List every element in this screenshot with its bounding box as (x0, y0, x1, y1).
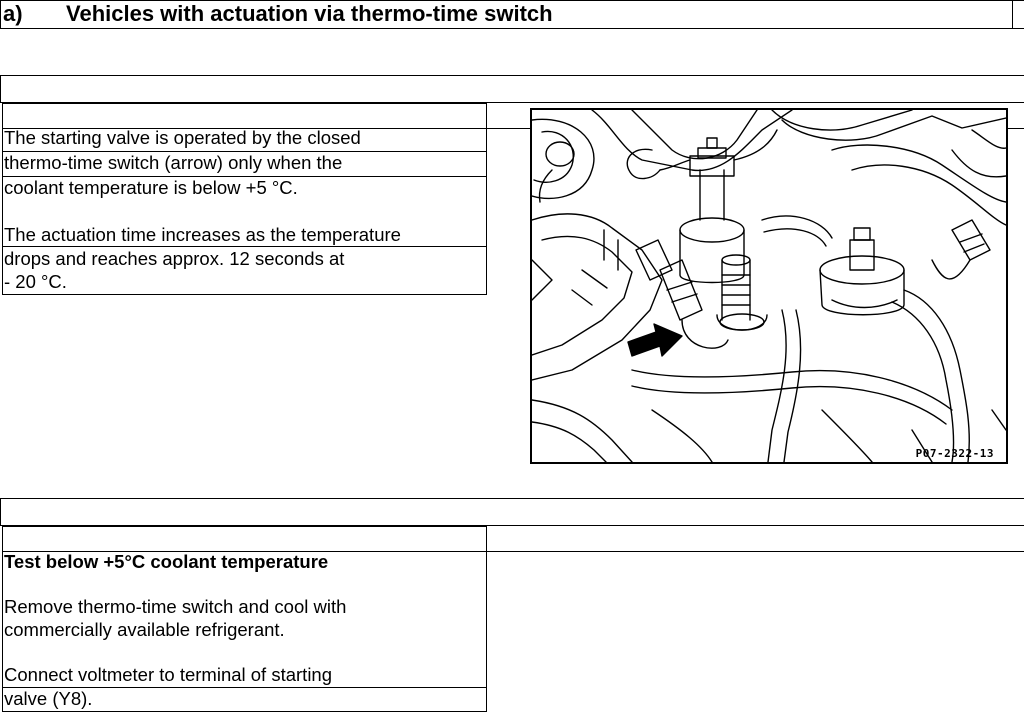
paragraph-line: The starting valve is operated by the closed (4, 127, 361, 148)
table2-top-rule (0, 498, 1024, 499)
section-label: a) (3, 1, 23, 26)
table1-left-rule (0, 75, 1, 102)
table1-empty-cell (2, 103, 487, 129)
paragraph-line: - 20 °C. (4, 271, 67, 292)
header-divider (1012, 0, 1013, 29)
paragraph-line: Remove thermo-time switch and cool with (4, 596, 347, 617)
table2-empty-cell (2, 526, 487, 552)
text-cell-1-rule (2, 246, 487, 247)
paragraph-line: thermo-time switch (arrow) only when the (4, 152, 343, 173)
paragraph-line: valve (Y8). (4, 688, 93, 709)
test-heading: Test below +5°C coolant temperature (4, 551, 329, 572)
paragraph-line: commercially available refrigerant. (4, 619, 285, 640)
engine-bay-illustration (532, 110, 1006, 462)
paragraph-line: Connect voltmeter to terminal of starting (4, 664, 333, 685)
paragraph-line: coolant temperature is below +5 °C. (4, 177, 298, 198)
paragraph-line: drops and reaches approx. 12 seconds at (4, 248, 345, 269)
figure-code: P07-2322-13 (915, 447, 994, 460)
section-title: Vehicles with actuation via thermo-time switch (66, 1, 553, 26)
paragraph-line: The actuation time increases as the temperature (4, 224, 401, 245)
table2-left-rule (0, 498, 1, 525)
thermo-time-switch-figure (530, 108, 1008, 464)
table1-top-rule (0, 75, 1024, 76)
